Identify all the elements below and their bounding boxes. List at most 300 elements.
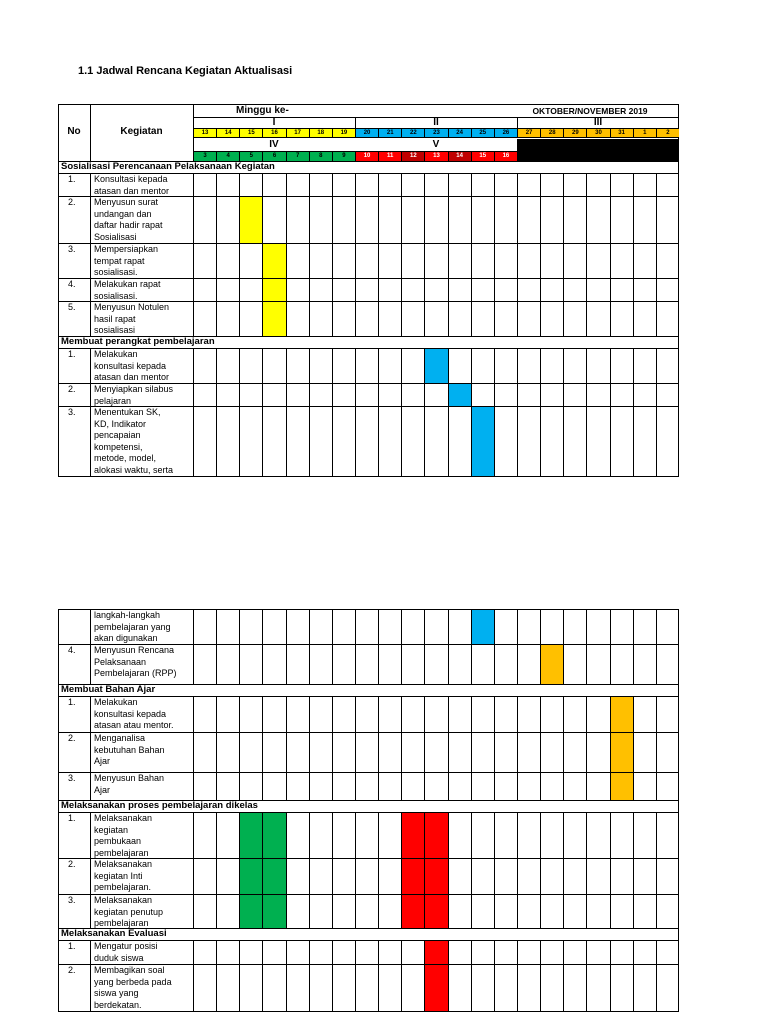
- day-cell-top: 27: [517, 128, 540, 138]
- grid-cell: [517, 858, 540, 894]
- grid-cell: [494, 894, 517, 928]
- grid-cell: [378, 772, 401, 800]
- grid-cell: [309, 609, 332, 644]
- grid-cell: [656, 732, 679, 772]
- grid-cell: [494, 858, 517, 894]
- grid-cell: [471, 732, 494, 772]
- grid-cell: [309, 940, 332, 964]
- grid-cell: [193, 196, 216, 243]
- row-activity: Melakukan konsultasi kepada atasan dan mentor: [94, 349, 170, 382]
- grid-cell: [286, 301, 309, 336]
- schedule-bar: [610, 696, 633, 732]
- day-cell-bottom: 3: [193, 151, 216, 161]
- grid-cell: [332, 406, 355, 476]
- schedule-bar: [262, 858, 285, 894]
- grid-cell: [216, 964, 239, 1011]
- day-cell-top: 25: [471, 128, 494, 138]
- grid-cell: [471, 858, 494, 894]
- grid-cell: [517, 940, 540, 964]
- grid-cell: [401, 173, 424, 196]
- grid-cell: [448, 644, 471, 684]
- grid-cell: [216, 894, 239, 928]
- grid-cell: [401, 278, 424, 301]
- row-activity: Menyusun Rencana Pelaksanaan Pembelajaran (RPP): [94, 645, 177, 678]
- grid-cell: [262, 383, 285, 406]
- grid-cell: [448, 243, 471, 278]
- grid-cell: [586, 301, 609, 336]
- grid-cell: [332, 348, 355, 383]
- grid-cell: [610, 348, 633, 383]
- grid-cell: [563, 348, 586, 383]
- grid-cell: [286, 243, 309, 278]
- grid-cell: [332, 940, 355, 964]
- week-label-top: II: [433, 117, 439, 128]
- grid-cell: [656, 406, 679, 476]
- grid-cell: [378, 243, 401, 278]
- grid-cell: [563, 278, 586, 301]
- row-activity: Menyusun Bahan Ajar: [94, 773, 165, 795]
- grid-cell: [286, 940, 309, 964]
- grid-cell: [586, 858, 609, 894]
- grid-cell: [355, 940, 378, 964]
- row-number: 3.: [68, 407, 76, 417]
- grid-cell: [355, 644, 378, 684]
- day-cell-top: 31: [610, 128, 633, 138]
- grid-cell: [517, 609, 540, 644]
- grid-cell: [193, 696, 216, 732]
- grid-cell: [540, 696, 563, 732]
- grid-cell: [424, 301, 447, 336]
- day-cell-bottom: 12: [401, 151, 424, 161]
- day-cell-top: 16: [262, 128, 285, 138]
- grid-cell: [610, 243, 633, 278]
- grid-cell: [656, 609, 679, 644]
- grid-cell: [355, 732, 378, 772]
- row-activity: Membagikan soal yang berbeda pada siswa yang berdekatan.: [94, 965, 172, 1010]
- grid-cell: [309, 243, 332, 278]
- grid-cell: [448, 348, 471, 383]
- grid-cell: [239, 644, 262, 684]
- grid-cell: [401, 964, 424, 1011]
- grid-cell: [517, 301, 540, 336]
- day-cell-top: 30: [586, 128, 609, 138]
- grid-cell: [239, 696, 262, 732]
- grid-cell: [309, 964, 332, 1011]
- grid-cell: [239, 772, 262, 800]
- grid-cell: [424, 196, 447, 243]
- grid-cell: [401, 406, 424, 476]
- grid-cell: [471, 894, 494, 928]
- grid-cell: [494, 732, 517, 772]
- row-activity: Menganalisa kebutuhan Bahan Ajar: [94, 733, 165, 766]
- grid-cell: [286, 732, 309, 772]
- grid-cell: [656, 243, 679, 278]
- day-cell-top: 28: [540, 128, 563, 138]
- row-number: 2.: [68, 859, 76, 869]
- grid-cell: [378, 696, 401, 732]
- grid-cell: [378, 858, 401, 894]
- grid-cell: [563, 243, 586, 278]
- grid-cell: [332, 858, 355, 894]
- grid-cell: [309, 696, 332, 732]
- grid-cell: [610, 173, 633, 196]
- grid-cell: [586, 772, 609, 800]
- grid-cell: [517, 894, 540, 928]
- grid-cell: [586, 196, 609, 243]
- grid-cell: [586, 383, 609, 406]
- grid-cell: [216, 732, 239, 772]
- grid-cell: [355, 772, 378, 800]
- grid-cell: [563, 858, 586, 894]
- grid-cell: [401, 772, 424, 800]
- week-label-bottom: V: [432, 139, 440, 150]
- grid-cell: [656, 196, 679, 243]
- day-cell-bottom: 8: [309, 151, 332, 161]
- grid-cell: [494, 696, 517, 732]
- grid-cell: [656, 278, 679, 301]
- grid-cell: [355, 406, 378, 476]
- grid-cell: [424, 278, 447, 301]
- schedule-bar: [424, 348, 447, 383]
- grid-cell: [309, 173, 332, 196]
- row-activity: Menyiapkan silabus pelajaran: [94, 384, 174, 406]
- grid-cell: [633, 812, 656, 858]
- grid-cell: [540, 609, 563, 644]
- grid-cell: [332, 173, 355, 196]
- grid-cell: [586, 812, 609, 858]
- row-activity: Menentukan SK, KD, Indikator pencapaian kompetensi, metode, model, alokasi waktu, serta: [94, 407, 174, 475]
- grid-cell: [448, 812, 471, 858]
- day-cell-top: 17: [286, 128, 309, 138]
- grid-cell: [471, 772, 494, 800]
- grid-cell: [378, 196, 401, 243]
- grid-cell: [586, 894, 609, 928]
- week-label-top: I: [272, 117, 276, 128]
- grid-cell: [309, 348, 332, 383]
- grid-cell: [424, 696, 447, 732]
- day-cell-bottom: 6: [262, 151, 285, 161]
- grid-cell: [610, 940, 633, 964]
- grid-cell: [471, 812, 494, 858]
- grid-cell: [216, 858, 239, 894]
- grid-cell: [448, 173, 471, 196]
- grid-cell: [239, 173, 262, 196]
- grid-cell: [610, 812, 633, 858]
- day-cell-bottom: 5: [239, 151, 262, 161]
- grid-cell: [193, 812, 216, 858]
- day-cell-top: 13: [193, 128, 216, 138]
- grid-cell: [633, 644, 656, 684]
- grid-cell: [610, 609, 633, 644]
- grid-cell: [378, 732, 401, 772]
- grid-cell: [193, 278, 216, 301]
- grid-cell: [239, 243, 262, 278]
- grid-cell: [471, 383, 494, 406]
- row-activity: Melaksanakan kegiatan pembukaan pembelajaran: [94, 813, 153, 858]
- grid-cell: [286, 383, 309, 406]
- grid-cell: [448, 301, 471, 336]
- grid-cell: [286, 894, 309, 928]
- grid-cell: [216, 243, 239, 278]
- grid-cell: [656, 173, 679, 196]
- schedule-bar: [424, 940, 447, 964]
- row-activity: langkah-langkah pembelajaran yang akan digunakan: [94, 610, 171, 643]
- grid-cell: [332, 696, 355, 732]
- grid-cell: [586, 173, 609, 196]
- grid-cell: [586, 609, 609, 644]
- grid-cell: [471, 243, 494, 278]
- grid-cell: [309, 278, 332, 301]
- grid-cell: [262, 406, 285, 476]
- grid-cell: [471, 940, 494, 964]
- day-cell-top: 20: [355, 128, 378, 138]
- grid-cell: [286, 278, 309, 301]
- grid-cell: [216, 196, 239, 243]
- section-title: Membuat Bahan Ajar: [61, 684, 156, 695]
- grid-cell: [332, 301, 355, 336]
- grid-cell: [309, 732, 332, 772]
- grid-cell: [216, 644, 239, 684]
- grid-cell: [355, 858, 378, 894]
- row-activity: Melaksanakan kegiatan penutup pembelajaran: [94, 895, 164, 928]
- grid-cell: [262, 644, 285, 684]
- grid-cell: [633, 243, 656, 278]
- schedule-bar: [471, 406, 494, 476]
- grid-cell: [563, 812, 586, 858]
- grid-cell: [563, 383, 586, 406]
- grid-cell: [517, 772, 540, 800]
- section-title: Sosialisasi Perencanaan Pelaksanaan Kegiatan: [61, 161, 275, 172]
- section-title: Melaksanakan Evaluasi: [61, 928, 167, 939]
- grid-cell: [424, 609, 447, 644]
- grid-cell: [378, 812, 401, 858]
- grid-cell: [448, 940, 471, 964]
- day-cell-top: 26: [494, 128, 517, 138]
- grid-cell: [193, 406, 216, 476]
- grid-cell: [193, 644, 216, 684]
- grid-cell: [563, 696, 586, 732]
- row-number: 3.: [68, 773, 76, 783]
- grid-cell: [540, 772, 563, 800]
- grid-cell: [633, 964, 656, 1011]
- grid-cell: [610, 644, 633, 684]
- grid-cell: [656, 812, 679, 858]
- grid-cell: [656, 301, 679, 336]
- grid-cell: [378, 173, 401, 196]
- grid-cell: [401, 243, 424, 278]
- grid-cell: [262, 964, 285, 1011]
- row-number: 2.: [68, 384, 76, 394]
- grid-cell: [239, 940, 262, 964]
- week-label-top: III: [593, 117, 603, 128]
- grid-cell: [193, 173, 216, 196]
- row-activity: Konsultasi kepada atasan dan mentor: [94, 174, 170, 196]
- schedule-bar: [424, 964, 447, 1011]
- grid-cell: [586, 348, 609, 383]
- grid-cell: [633, 173, 656, 196]
- grid-cell: [448, 964, 471, 1011]
- grid-cell: [262, 772, 285, 800]
- grid-cell: [494, 644, 517, 684]
- grid-cell: [309, 301, 332, 336]
- grid-cell: [586, 940, 609, 964]
- day-cell-bottom: 11: [378, 151, 401, 161]
- grid-cell: [471, 173, 494, 196]
- day-cell-bottom: 15: [471, 151, 494, 161]
- grid-cell: [563, 173, 586, 196]
- grid-cell: [633, 301, 656, 336]
- grid-cell: [494, 940, 517, 964]
- header-no: No: [67, 126, 81, 137]
- grid-cell: [471, 644, 494, 684]
- grid-cell: [517, 383, 540, 406]
- grid-cell: [309, 812, 332, 858]
- row-number: [68, 610, 90, 622]
- grid-cell: [309, 406, 332, 476]
- week-label-bottom: IV: [269, 139, 279, 150]
- grid-cell: [563, 609, 586, 644]
- grid-cell: [286, 644, 309, 684]
- grid-cell: [448, 894, 471, 928]
- row-number: 3.: [68, 244, 76, 254]
- grid-cell: [239, 964, 262, 1011]
- grid-cell: [540, 894, 563, 928]
- grid-cell: [401, 196, 424, 243]
- grid-cell: [401, 383, 424, 406]
- grid-cell: [378, 406, 401, 476]
- grid-cell: [286, 696, 309, 732]
- grid-cell: [656, 696, 679, 732]
- schedule-bar: [401, 812, 424, 858]
- grid-cell: [424, 243, 447, 278]
- grid-cell: [656, 894, 679, 928]
- grid-cell: [540, 940, 563, 964]
- grid-cell: [517, 196, 540, 243]
- grid-cell: [494, 243, 517, 278]
- day-cell-bottom: 9: [332, 151, 355, 161]
- grid-cell: [401, 732, 424, 772]
- grid-cell: [633, 772, 656, 800]
- row-number: 5.: [68, 302, 76, 312]
- grid-cell: [216, 301, 239, 336]
- row-activity: Mempersiapkan tempat rapat sosialisasi.: [94, 244, 159, 277]
- grid-cell: [216, 812, 239, 858]
- row-number: 1.: [68, 941, 76, 951]
- grid-cell: [378, 383, 401, 406]
- day-cell-top: 24: [448, 128, 471, 138]
- grid-cell: [540, 406, 563, 476]
- grid-cell: [517, 243, 540, 278]
- schedule-bar: [540, 644, 563, 684]
- grid-cell: [494, 964, 517, 1011]
- grid-cell: [332, 243, 355, 278]
- grid-cell: [401, 940, 424, 964]
- grid-cell: [378, 609, 401, 644]
- grid-cell: [494, 196, 517, 243]
- table-bottom-border: [58, 476, 679, 477]
- document-title: 1.1 Jadwal Rencana Kegiatan Aktualisasi: [78, 65, 293, 77]
- row-activity: Menyusun surat undangan dan daftar hadir rapat Sosialisasi: [94, 197, 163, 242]
- grid-cell: [193, 609, 216, 644]
- grid-cell: [563, 196, 586, 243]
- grid-cell: [355, 609, 378, 644]
- grid-cell: [471, 696, 494, 732]
- grid-cell: [540, 858, 563, 894]
- grid-cell: [563, 406, 586, 476]
- row-number: 4.: [68, 279, 76, 289]
- grid-cell: [424, 383, 447, 406]
- grid-cell: [540, 196, 563, 243]
- grid-cell: [286, 812, 309, 858]
- grid-cell: [286, 348, 309, 383]
- grid-cell: [216, 772, 239, 800]
- grid-cell: [309, 383, 332, 406]
- schedule-bar: [610, 732, 633, 772]
- grid-cell: [448, 772, 471, 800]
- day-cell-bottom: 7: [286, 151, 309, 161]
- grid-cell: [193, 772, 216, 800]
- schedule-bar: [262, 278, 285, 301]
- grid-cell: [494, 406, 517, 476]
- grid-cell: [332, 278, 355, 301]
- grid-cell: [378, 894, 401, 928]
- grid-cell: [332, 644, 355, 684]
- grid-cell: [378, 964, 401, 1011]
- day-cell-top: 22: [401, 128, 424, 138]
- grid-cell: [216, 406, 239, 476]
- grid-cell: [563, 732, 586, 772]
- grid-cell: [586, 644, 609, 684]
- day-cell-top: 1: [633, 128, 656, 138]
- grid-cell: [586, 406, 609, 476]
- grid-cell: [540, 348, 563, 383]
- grid-cell: [239, 609, 262, 644]
- row-activity: Melakukan konsultasi kepada atasan atau mentor.: [94, 697, 174, 730]
- grid-cell: [239, 348, 262, 383]
- grid-cell: [309, 858, 332, 894]
- grid-cell: [471, 196, 494, 243]
- grid-cell: [193, 964, 216, 1011]
- grid-cell: [193, 243, 216, 278]
- grid-cell: [540, 383, 563, 406]
- day-cell-bottom: 14: [448, 151, 471, 161]
- grid-cell: [378, 940, 401, 964]
- grid-cell: [494, 812, 517, 858]
- schedule-bar: [424, 858, 447, 894]
- grid-cell: [656, 940, 679, 964]
- grid-cell: [332, 383, 355, 406]
- grid-cell: [424, 772, 447, 800]
- grid-cell: [517, 644, 540, 684]
- grid-cell: [448, 609, 471, 644]
- grid-cell: [355, 348, 378, 383]
- grid-cell: [540, 812, 563, 858]
- grid-cell: [262, 196, 285, 243]
- grid-cell: [286, 406, 309, 476]
- grid-cell: [517, 732, 540, 772]
- grid-cell: [401, 644, 424, 684]
- grid-cell: [633, 609, 656, 644]
- grid-cell: [378, 301, 401, 336]
- grid-cell: [309, 772, 332, 800]
- grid-cell: [471, 964, 494, 1011]
- grid-cell: [286, 196, 309, 243]
- grid-cell: [262, 696, 285, 732]
- grid-cell: [193, 301, 216, 336]
- grid-cell: [448, 406, 471, 476]
- grid-cell: [494, 772, 517, 800]
- grid-cell: [563, 940, 586, 964]
